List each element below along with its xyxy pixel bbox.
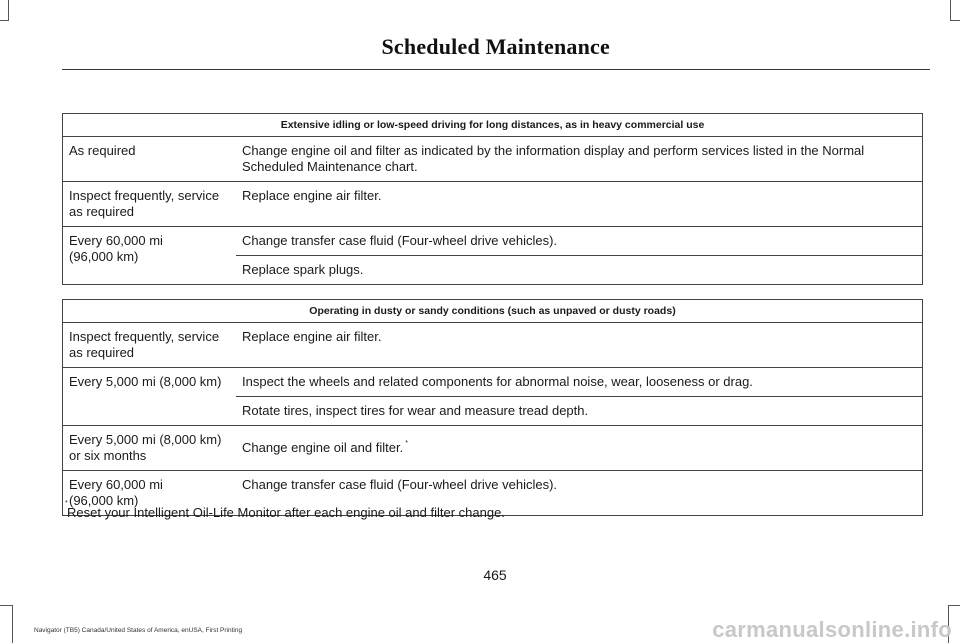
footnote-text: Reset your Intelligent Oil-Life Monitor after each engine oil and filter change. bbox=[67, 505, 505, 520]
action-cell bbox=[236, 426, 923, 471]
page-title: Scheduled Maintenance bbox=[381, 34, 610, 59]
interval-cell: Every 60,000 mi (96,000 km) bbox=[63, 227, 237, 285]
table-row bbox=[63, 323, 923, 368]
action-cell: Rotate tires, inspect tires for wear and measure tread depth. bbox=[236, 397, 923, 426]
action-cell: Change transfer case fluid (Four-wheel drive vehicles). bbox=[236, 471, 923, 516]
footnote-marker: * bbox=[405, 440, 408, 447]
interval-cell: As required bbox=[63, 137, 237, 182]
crop-mark bbox=[948, 605, 960, 606]
footnote bbox=[65, 500, 505, 520]
interval-cell: Every 5,000 mi (8,000 km) or six months bbox=[63, 426, 237, 471]
interval-cell: Inspect frequently, service as required bbox=[63, 323, 237, 368]
action-cell: Replace engine air filter. bbox=[236, 323, 923, 368]
page-footer: Navigator (TB5) Canada/United States of America, enUSA, First Printing bbox=[34, 627, 243, 634]
action-cell: Replace engine air filter. bbox=[236, 182, 923, 227]
interval-cell: Every 5,000 mi (8,000 km) bbox=[63, 368, 237, 426]
table-heading: Extensive idling or low-speed driving for long distances, as in heavy commercial use bbox=[63, 114, 923, 137]
watermark-logo: carmanualsonline.info bbox=[712, 617, 952, 642]
page-number: 465 bbox=[483, 567, 507, 583]
maintenance-table-idling bbox=[62, 113, 923, 285]
table-heading: Operating in dusty or sandy conditions (such as unpaved or dusty roads) bbox=[63, 300, 923, 323]
crop-mark bbox=[0, 605, 12, 606]
maintenance-table-dusty bbox=[62, 299, 923, 516]
action-cell: Inspect the wheels and related components for abnormal noise, wear, looseness or drag. bbox=[236, 368, 923, 397]
action-cell: Change transfer case fluid (Four-wheel drive vehicles). bbox=[236, 227, 923, 256]
crop-mark bbox=[12, 605, 13, 643]
crop-mark bbox=[950, 0, 951, 20]
crop-mark bbox=[0, 20, 9, 21]
table-row bbox=[63, 182, 923, 227]
table-row bbox=[63, 426, 923, 471]
footnote-marker: * bbox=[65, 500, 68, 507]
table-row bbox=[63, 368, 923, 397]
crop-mark bbox=[950, 20, 960, 21]
table-row bbox=[63, 137, 923, 182]
action-cell: Change engine oil and filter as indicated by the information display and perform services listed in the Normal Scheduled Maintenance chart. bbox=[236, 137, 923, 182]
interval-cell: Every 60,000 mi (96,000 km) bbox=[63, 471, 237, 516]
title-divider bbox=[62, 69, 930, 70]
interval-cell: Inspect frequently, service as required bbox=[63, 182, 237, 227]
action-text: Change engine oil and filter. bbox=[242, 440, 404, 455]
table-row bbox=[63, 227, 923, 256]
crop-mark bbox=[8, 0, 9, 20]
action-cell: Replace spark plugs. bbox=[236, 256, 923, 285]
